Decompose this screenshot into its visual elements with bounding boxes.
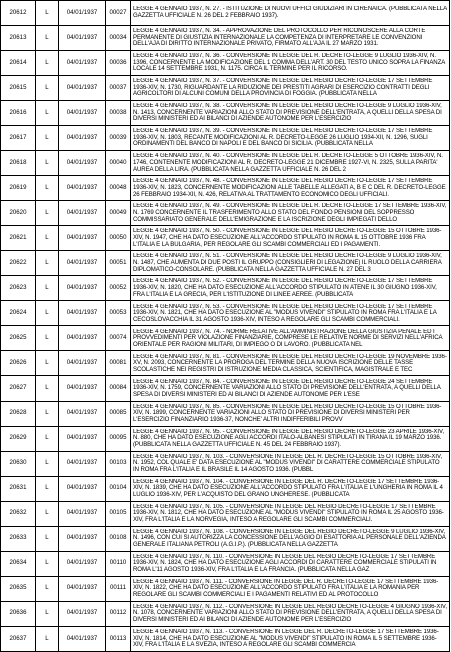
record-description <box>131 176 450 201</box>
record-description <box>131 451 450 476</box>
record-description-text: LEGGE 4 GENNAIO 1937, N. 112. - CONVERSIONE IN LEGGE DEL REGIO DECRETO-LEGGE 4 GIUGNO 1936-XIV, N. 1078, CONCERNENTE VARIAZIONI ALLO STATO DI PREVISIONE DELL'ENTRATA, A QUELLI DELLA SPESA DI DIVERSI MINISTERI ED AI BILANCI DI AZIENDE AUTONOME PER L'ESERCIZIO <box>133 603 447 624</box>
record-date: 04/01/1937 <box>59 251 106 276</box>
record-date: 04/01/1937 <box>59 351 106 376</box>
table-row <box>1 626 450 651</box>
table-row <box>1 1 450 26</box>
record-description-text: LEGGE 4 GENNAIO 1937, N. 104. - CONVERSIONE IN LEGGE DEL R. DECRETO-LEGGE 17 SETTEMBRE 1936-XIV, N. 1839, CHE HA DATO ESECUZIONE ALL'ACCORDO STIPULATO FRA L'ITALIA E L'UNGHERIA IN ROMA IL 4 LUGLIO 1936-XIV, PER L'ACQUISTO DEL GRANO UNGHERESE. (PUBBLICATA <box>133 478 443 498</box>
record-number: 20624 <box>1 301 36 326</box>
record-number: 20626 <box>1 351 36 376</box>
record-type: L <box>36 476 59 501</box>
record-number: 20631 <box>1 476 36 501</box>
table-row <box>1 576 450 601</box>
table-row <box>1 376 450 401</box>
table-row <box>1 176 450 201</box>
record-code: 00027 <box>106 1 131 26</box>
record-type: L <box>36 576 59 601</box>
record-number: 20635 <box>1 576 36 601</box>
record-number: 20622 <box>1 251 36 276</box>
record-date: 04/01/1937 <box>59 576 106 601</box>
record-description <box>131 351 450 376</box>
record-number: 20613 <box>1 26 36 51</box>
record-number: 20628 <box>1 401 36 426</box>
record-type: L <box>36 1 59 26</box>
table-row <box>1 51 450 76</box>
record-type: L <box>36 376 59 401</box>
record-type: L <box>36 151 59 176</box>
record-description-text: LEGGE 4 GENNAIO 1937, N. 37. - CONVERSIONE IN LEGGE DEL REGIO DECRETO-LEGGE 17 SETTEMBRE 1936-XIV, N. 1730, RIGUARDANTE LA RIDUZIONE DEI PRESTITI AGRARI DI ESERCIZIO CONTRATTI DEGLI AGRICOLTORI DI ALCUNI COMUNI DELLA PROVINCIA DI FOGGIA. (PUBBLICATA NELLA <box>133 78 433 98</box>
record-number: 20618 <box>1 151 36 176</box>
record-type: L <box>36 276 59 301</box>
record-date: 04/01/1937 <box>59 276 106 301</box>
record-description-text: LEGGE 4 GENNAIO 1937, N. 103. - CONVERSIONE IN LEGGE DEL R. DECRETO-LEGGE 15 OTTOBRE 1936-XIV, N. 1952, COL QUALE E' DATA ESECUZIONE AL "MODUS VIVENDI" DI CARATTERE COMMERCIALE STIPULATO IN ROMA FRA L'ITALIA E IL BRASILE IL 14 AGOSTO 1936. (PUBBL <box>133 453 442 473</box>
record-code: 00074 <box>106 326 131 351</box>
table-row <box>1 526 450 551</box>
record-type: L <box>36 401 59 426</box>
table-row <box>1 426 450 451</box>
record-code: 00110 <box>106 551 131 576</box>
record-code: 00081 <box>106 351 131 376</box>
record-description <box>131 551 450 576</box>
record-date: 04/01/1937 <box>59 451 106 476</box>
table-row <box>1 126 450 151</box>
record-description <box>131 501 450 526</box>
record-type: L <box>36 351 59 376</box>
record-description <box>131 226 450 251</box>
record-code: 00112 <box>106 601 131 626</box>
record-type: L <box>36 26 59 51</box>
record-date: 04/01/1937 <box>59 401 106 426</box>
record-number: 20634 <box>1 551 36 576</box>
record-number: 20630 <box>1 451 36 476</box>
record-date: 04/01/1937 <box>59 426 106 451</box>
record-description <box>131 326 450 351</box>
record-description-text: LEGGE 4 GENNAIO 1937, N. 111. - CONVERSIONE IN LEGGE DEL R. DECRETO-LEGGE 17 SETTEMBRE 1936-XIV, N. 1822, CHE HA DATO ESECUZIONE ALL'ACCORDO STIPULATO FRA L'ITALIA E LA ROMANIA PER REGOLARE GLI SCAMBI COMMERCIALI E I PAGAMENTI RELATIVI ED AL PROTOCOLLO <box>133 578 439 599</box>
record-code: 00050 <box>106 226 131 251</box>
record-code: 00038 <box>106 101 131 126</box>
record-description-text: LEGGE 4 GENNAIO 1937, N. 74. - NORME RELATIVE ALL'AMMINISTRAZIONE DELLA GIUSTIZIA PENALE ED I PROVVEDIMENTI PER VIOLAZIONE FINANZIARIE, COMPRESE LE RELATIVE NORME DI SERVIZI NELL'AFRICA ORIENTALE PER RAGIONI MILITARI, DI IMPIEGO O DI LAVORO. (PUBBLICATA NEL <box>133 328 443 348</box>
record-description-text: LEGGE 4 GENNAIO 1937, N. 52. - CONVERSIONE IN LEGGE DEL REGIO DECRETO-LEGGE 17 SETTEMBRE 1936-XIV, N. 1820, CHE HA DATO ESECUZIONE ALL'ACCORDO STIPULATO IN ATENE IL 30 GIUGNO 1936-XIV, FRA L'ITALIA E LA GRECIA, PER L'ISTITUZIONE DI LINEE AEREE. (PUBBLICATA <box>133 278 437 298</box>
table-row <box>1 151 450 176</box>
record-number: 20615 <box>1 76 36 101</box>
table-row <box>1 201 450 226</box>
record-description-text: LEGGE 4 GENNAIO 1937, N. 105. - CONVERSIONE IN LEGGE DEL REGIO DECRETO-LEGGE 17 SETTEMBRE 1936-XIV, N. 1812, CHE HA DATO ESECUZIONE AL "MODUS VIVENDI" STIPULATO IN ROMA IL 25 AGOSTO 1936-XIV, FRA L'ITALIA E LA NORVEGIA, INTESO A REGOLARE GLI SCAMBI COMMERCIALI. <box>133 503 444 523</box>
record-number: 20614 <box>1 51 36 76</box>
table-row <box>1 401 450 426</box>
record-number: 20637 <box>1 626 36 651</box>
table-row <box>1 501 450 526</box>
record-description <box>131 426 450 451</box>
record-description-text: LEGGE 4 GENNAIO 1937, N. 84. - CONVERSIONE IN LEGGE DEL REGIO DECRETO-LEGGE 24 SETTEMBRE 1936-XIV, N. 1759, CONCERNENTE VARIAZIONI ALLO STATO DI PREVISIONE DELL'ENTRATA, A QUELLI DELLA SPESA DI DIVERSI MINISTERI ED AI BILANCI DI AZIENDE AUTONOME PER L'ESE <box>133 378 441 398</box>
record-type: L <box>36 226 59 251</box>
record-type: L <box>36 526 59 551</box>
record-description-text: LEGGE 4 GENNAIO 1937, N. 50. - CONVERSIONE IN LEGGE DEL REGIO DECRETO-LEGGE 15 OTTOBRE 1936-XIV, N. 1947, CHE HA DATO ESECUZIONE ALL'ACCORDO STIPULATO IN ROMA IL 15 OTTOBRE 1936 FRA L'ITALIA E LA BULGARIA, PER REGOLARE GLI SCAMBI COMMERCIALI ED I PAGAMENTI. <box>133 228 442 248</box>
record-date: 04/01/1937 <box>59 326 106 351</box>
record-number: 20619 <box>1 176 36 201</box>
record-description-text: LEGGE 4 GENNAIO 1937, N. 49. - CONVERSIONE IN LEGGE DEL R. DECRETO-LEGGE 17 SETTEMBRE 1936-XIV, N. 1769 CONCERNENTE IL TRASFERIMENTO ALLO STATO DEL FONDO PENSIONI DEL SOPPRESSO COMMISSARIATO GENERALE DELL'EMIGRAZIONE E LA ISCRIZIONE DEGLI IMPIEGATI DELLO <box>133 203 447 223</box>
record-description <box>131 101 450 126</box>
record-code: 00105 <box>106 501 131 526</box>
record-type: L <box>36 101 59 126</box>
record-number: 20616 <box>1 101 36 126</box>
record-description-text: LEGGE 4 GENNAIO 1937, N. 27. - ISTITUZIONE DI NUOVI UFFICI GIUDIZIARI IN CIRENAICA. (PUBBLICATA NELLA GAZZETTA UFFICIALE N. 26 DEL 2 FEBBRAIO 1937). <box>133 6 447 20</box>
record-type: L <box>36 126 59 151</box>
record-description <box>131 201 450 226</box>
record-code: 00051 <box>106 251 131 276</box>
record-date: 04/01/1937 <box>59 151 106 176</box>
record-description <box>131 76 450 101</box>
record-date: 04/01/1937 <box>59 226 106 251</box>
record-type: L <box>36 76 59 101</box>
record-code: 00085 <box>106 401 131 426</box>
table-row <box>1 451 450 476</box>
record-description <box>131 476 450 501</box>
record-description <box>131 301 450 326</box>
record-type: L <box>36 501 59 526</box>
record-description <box>131 151 450 176</box>
record-number: 20621 <box>1 226 36 251</box>
record-date: 04/01/1937 <box>59 176 106 201</box>
record-number: 20636 <box>1 601 36 626</box>
record-description <box>131 51 450 76</box>
record-description <box>131 26 450 51</box>
table-row <box>1 351 450 376</box>
record-code: 00039 <box>106 126 131 151</box>
records-body <box>1 1 450 652</box>
record-number: 20632 <box>1 501 36 526</box>
record-date: 04/01/1937 <box>59 201 106 226</box>
record-date: 04/01/1937 <box>59 301 106 326</box>
record-code: 00037 <box>106 76 131 101</box>
record-type: L <box>36 301 59 326</box>
record-type: L <box>36 426 59 451</box>
record-description-text: LEGGE 4 GENNAIO 1937, N. 81. - CONVERSIONE IN LEGGE DEL REGIO DECRETO-LEGGE 19 NOVEMBRE 1936-XV, N. 2093, CONCERNENTE LA PROROGA DEL TERMINE DELLA NUOVA ISCRIZIONE DELLE TASSE SCOLASTICHE NEI REGISTRI DI ISTRUZIONE MEDIA CLASSICA, SCIENTIFICA, MAGISTRALE E TEC <box>133 353 447 373</box>
record-type: L <box>36 451 59 476</box>
record-code: 00108 <box>106 526 131 551</box>
record-date: 04/01/1937 <box>59 526 106 551</box>
record-date: 04/01/1937 <box>59 1 106 26</box>
record-number: 20620 <box>1 201 36 226</box>
record-description <box>131 251 450 276</box>
table-row <box>1 476 450 501</box>
table-row <box>1 301 450 326</box>
record-code: 00049 <box>106 201 131 226</box>
record-date: 04/01/1937 <box>59 551 106 576</box>
record-type: L <box>36 326 59 351</box>
record-type: L <box>36 201 59 226</box>
record-description-text: LEGGE 4 GENNAIO 1937, N. 108. - CONVERSIONE IN LEGGE DEL REGIO DECRETO-LEGGE 9 LUGLIO 1936-XIV, N. 1496, CON CUI SI AUTORIZZA LA CONCESSIONE DELL'AGGIO DI ESATTORIA AL PERSONALE DELL'AZIENDA GENERALE ITALIANA PETROLI (A.G.I.P.). (PUBBLICATA NELLA GAZZETTA <box>133 528 446 548</box>
record-number: 20623 <box>1 276 36 301</box>
record-description <box>131 276 450 301</box>
record-description <box>131 126 450 151</box>
record-code: 00103 <box>106 451 131 476</box>
record-description-text: LEGGE 4 GENNAIO 1937, N. 39. - CONVERSIONE IN LEGGE DEL REGIO DECRETO-LEGGE 17 SETTEMBRE 1936-XIV, N. 1803, RECANTE MODIFICAZIONI AL R. DECRETO-LEGGE 26 LUGLIO 1934-XII, N. 1296, SUGLI ORDINAMENTI DEL BANCO DI NAPOLI E DEL BANCO DI SICILIA. (PUBBLICATA NELLA <box>133 128 433 148</box>
table-row <box>1 226 450 251</box>
record-code: 00111 <box>106 576 131 601</box>
record-description-text: LEGGE 4 GENNAIO 1937, N. 110. - CONVERSIONE IN LEGGE DEL REGIO DECRETO-LEGGE 17 SETTEMBRE 1936-XIV, N. 1824, CHE HA DATO ESECUZIONE AGLI ACCORDI DI CARATTERE COMMERCIALE STIPULATI IN ROMA L'11 AGOSTO 1936-XIV, FRA L'ITALIA E LA FRANCIA. (PUBBLICATA NELLA GAZ <box>133 553 437 573</box>
record-description-text: LEGGE 4 GENNAIO 1937, N. 48. - CONVERSIONE IN LEGGE DEL REGIO DECRETO-LEGGE 17 SETTEMBRE 1936-XIV, N. 1823, CONCERNENTE MODIFICAZIONI ALLE TABELLE ALLEGATI A, B E C DEL R. DECRETO-LEGGE 26 FEBBRAIO 1934-XII, N. 426, RELATIVA AL TRATTAMENTO ECONOMICO DEGLI UFFICIALI. <box>133 178 446 198</box>
record-number: 20629 <box>1 426 36 451</box>
record-code: 00052 <box>106 276 131 301</box>
table-row <box>1 76 450 101</box>
record-description <box>131 526 450 551</box>
record-type: L <box>36 176 59 201</box>
record-description-text: LEGGE 4 GENNAIO 1937, N. 113. - CONVERSIONE IN LEGGE DEL R. DECRETO-LEGGE 17 SETTEMBRE 1936-XIV, N. 1814, CHE HA DATO ESECUZIONE AL "MODUS VIVENDI" STIPULATO IN ROMA IL 5 SETTEMBRE 1936-XIV, FRA L'ITALIA E LA SVEZIA, INTESO A REGOLARE GLI SCAMBI COMMERCIA <box>133 628 439 649</box>
record-description <box>131 376 450 401</box>
record-date: 04/01/1937 <box>59 76 106 101</box>
record-number: 20627 <box>1 376 36 401</box>
record-date: 04/01/1937 <box>59 26 106 51</box>
record-number: 20633 <box>1 526 36 551</box>
record-date: 04/01/1937 <box>59 126 106 151</box>
record-description <box>131 601 450 626</box>
record-date: 04/01/1937 <box>59 51 106 76</box>
record-type: L <box>36 601 59 626</box>
record-description-text: LEGGE 4 GENNAIO 1937, N. 51. - CONVERSIONE IN LEGGE DEL REGIO DECRETO-LEGGE 9 LUGLIO 1936-XIV, N. 1487, CHE AUMENTA DI DUE POSTI IL GRUPPO (CONSIGLIERI DI LEGAZIONE) IL RUOLO DELLA CARRIERA DIPLOMATICO-CONSOLARE. (PUBBLICATA NELLA GAZZETTA UFFICIALE N. 27 DEL 3 <box>133 253 442 273</box>
record-code: 00040 <box>106 151 131 176</box>
record-date: 04/01/1937 <box>59 101 106 126</box>
record-description <box>131 576 450 601</box>
record-type: L <box>36 551 59 576</box>
record-type: L <box>36 51 59 76</box>
record-code: 00104 <box>106 476 131 501</box>
record-code: 00034 <box>106 26 131 51</box>
record-description-text: LEGGE 4 GENNAIO 1937, N. 34. - APPROVAZIONE DEL PROTOCOLLO PER RICONOSCERE ALLA CORTE PERMANENTE DI GIUSTIZIA INTERNAZIONALE LA COMPETENZA DI INTERPRETARE LE CONVENZIONI DELL'AJA DI DIRITTO INTERNAZIONALE PRIVATO, FIRMATO ALL'AJA IL 27 MARZO 1931. <box>133 28 426 48</box>
record-description-text: LEGGE 4 GENNAIO 1937, N. 38. - CONVERSIONE IN LEGGE DEL REGIO DECRETO-LEGGE 9 LUGLIO 1936-XIV, N. 1413, CONCERNENTE VARIAZIONI ALLO STATO DI PREVISIONE DELL'ENTRATA, A QUELLI DELLA SPESA DI DIVERSI MINISTERI ED AI BILANCI DI AZIENDE AUTONOME PER L'ESERCIZIO <box>133 103 442 123</box>
table-row <box>1 601 450 626</box>
record-description-text: LEGGE 4 GENNAIO 1937, N. 85. - CONVERSIONE IN LEGGE DEL REGIO DECRETO-LEGGE 15 OTTOBRE 1936-XIV, N. 1899, CONCERNENTE VARIAZIONI ALLO STATO DI PREVISIONE DI DIVERSI MINISTERI PER L'ESERCIZIO FINANZIARIO 1936-37, NONCHE' ALTRI INDIFFERIBILI PROVV <box>133 403 442 423</box>
table-row <box>1 26 450 51</box>
table-row <box>1 276 450 301</box>
record-code: 00053 <box>106 301 131 326</box>
record-code: 00036 <box>106 51 131 76</box>
record-code: 00095 <box>106 426 131 451</box>
record-description <box>131 401 450 426</box>
record-number: 20625 <box>1 326 36 351</box>
record-type: L <box>36 251 59 276</box>
record-date: 04/01/1937 <box>59 626 106 651</box>
record-description-text: LEGGE 4 GENNAIO 1937, N. 53. - CONVERSIONE IN LEGGE DEL REGIO DECRETO-LEGGE 17 SETTEMBRE 1936-XIV, N. 1821, CHE HA DATO ESECUZIONE AL "MODUS VIVENDI" STIPULATO IN ROMA FRA L'ITALIA E LA CECOSLOVACCHIA IL 31 AGOSTO 1936-XIV, INTESO A REGOLARE GLI SCAMBI COMMERCIALI. <box>133 303 437 323</box>
record-description-text: LEGGE 4 GENNAIO 1937, N. 36. - CONVERSIONE IN LEGGE DEL R. DECRETO-LEGGE 9 LUGLIO 1936-XIV, N. 1396, CONCERNENTE LA MODIFICAZIONE DEL 1 COMMA DELL'ART. 30 DEL TESTO UNICO SOPRA LA FINANZA LOCALE 14 SETTEMBRE 1931, N. 1175. CIRCA IL TERMINE PER IL RICORSO. <box>133 53 445 73</box>
record-description-text: LEGGE 4 GENNAIO 1937, N. 40. - CONVERSIONE IN LEGGE DEL R. DECRETO-LEGGE 5 OTTOBRE 1936-XIV, N. 1746, CONTENENTE MODIFICAZIONI AL R. DECRETO-LEGGE 21 DICEMBRE 1927-VI, N. 2325, SULLA PARITA' AUREA DELLA LIRA. (PUBBLICATA NELLA GAZZETTA UFFICIALE N. 26 DEL 2 <box>133 153 443 173</box>
record-description <box>131 626 450 651</box>
record-code: 00084 <box>106 376 131 401</box>
record-description-text: LEGGE 4 GENNAIO 1937, N. 95. - CONVERSIONE IN LEGGE DEL REGIO DECRETO-LEGGE 23 APRILE 1936-XIV, N. 880, CHE HA DATO ESECUZIONE AGLI ACCORDI ITALO-ALBANESI STIPULATI IN TIRANA IL 19 MARZO 1936. (PUBBLICATA NELLA GAZZETTA UFFICIALE N. 45 DEL 24 FEBBRAIO 1937). <box>133 428 444 448</box>
record-code: 00113 <box>106 626 131 651</box>
record-code: 00048 <box>106 176 131 201</box>
table-row <box>1 101 450 126</box>
record-date: 04/01/1937 <box>59 501 106 526</box>
table-row <box>1 251 450 276</box>
record-date: 04/01/1937 <box>59 601 106 626</box>
record-type: L <box>36 626 59 651</box>
record-number: 20617 <box>1 126 36 151</box>
record-date: 04/01/1937 <box>59 376 106 401</box>
record-number: 20612 <box>1 1 36 26</box>
table-row <box>1 326 450 351</box>
record-description <box>131 1 450 26</box>
table-row <box>1 551 450 576</box>
record-date: 04/01/1937 <box>59 476 106 501</box>
